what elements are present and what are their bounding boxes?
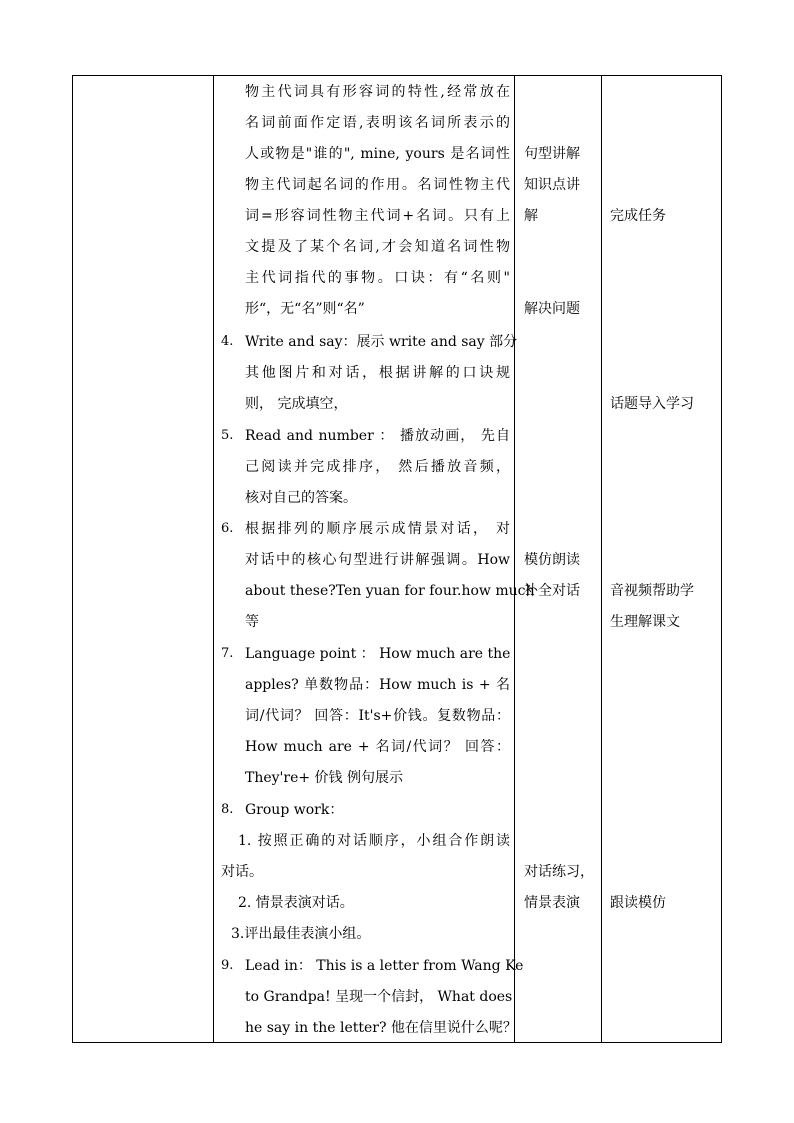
step-text-line: Lead in： This is a letter from Wang Ke: [245, 958, 524, 974]
design-intent-cell: [602, 76, 721, 1042]
step-text-line: They're+ 价钱 例句展示: [245, 770, 404, 786]
student-activity-cell: [515, 76, 601, 1042]
step-text-line: 则， 完成填空，: [245, 396, 348, 412]
activity-text: 解: [524, 208, 538, 224]
step-text-line: Read and number ： 播放动画， 先自: [245, 428, 510, 444]
activity-text: 补全对话: [524, 583, 580, 599]
activity-text: 情景表演: [524, 895, 580, 911]
activity-text: 句型讲解: [524, 146, 580, 162]
step-text-line: 根据排列的顺序展示成情景对话， 对: [245, 521, 510, 537]
activity-text: 解决问题: [524, 301, 580, 317]
step-text-line: to Grandpa! 呈现一个信封， What does: [245, 989, 513, 1005]
step-number: 4.: [221, 334, 234, 349]
step-text-line: 词/代词？ 回答：It's+价钱。复数物品：: [245, 708, 510, 724]
activity-text: 模仿朗读: [524, 552, 580, 568]
step-text-line: 己阅读并完成排序， 然后播放音频，: [245, 459, 510, 475]
intent-text: 生理解课文: [610, 614, 680, 630]
intent-text: 跟读模仿: [610, 895, 666, 911]
activity-text: 知识点讲: [524, 177, 580, 193]
step-text-line: How much are + 名词/代词？ 回答：: [245, 739, 510, 755]
step-text-line: about these?Ten yuan for four.how much: [245, 583, 535, 599]
step-text-line: 词=形容词性物主代词+名词。只有上: [245, 208, 510, 224]
step-number: 5.: [221, 428, 234, 443]
group-work-line: 2. 情景表演对话。: [238, 895, 354, 911]
activity-text: 对话练习，: [524, 864, 594, 880]
group-work-line: 3.评出最佳表演小组。: [231, 926, 371, 942]
step-text-line: Language point ： How much are the: [245, 646, 511, 662]
step-text-line: 核对自己的答案。: [245, 490, 357, 506]
step-text-line: 名词前面作定语,表明该名词所表示的: [245, 115, 510, 131]
step-number: 7.: [221, 646, 234, 661]
teaching-steps-cell: [214, 76, 535, 1042]
step-text-line: apples? 单数物品：How much is + 名: [245, 677, 510, 693]
step-number: 8.: [221, 802, 234, 817]
step-text-line: 物主代词具有形容词的特性,经常放在: [245, 84, 510, 100]
step-text-line: 主代词指代的事物。口诀：有“名则": [245, 270, 510, 286]
step-text-line: 等: [245, 614, 259, 630]
group-work-line: 对话。: [221, 864, 263, 880]
intent-text: 音视频帮助学: [610, 583, 694, 599]
step-text-line: 文提及了某个名词,才会知道名词性物: [245, 239, 510, 255]
lesson-table: [72, 75, 722, 1043]
group-work-line: 1. 按照正确的对话顺序，小组合作朗读: [238, 833, 510, 849]
step-text-line: 对话中的核心句型进行讲解强调。How: [245, 552, 510, 568]
step-number: 9.: [221, 958, 234, 973]
step-text-line: he say in the letter? 他在信里说什么呢？: [245, 1020, 517, 1036]
intent-text: 完成任务: [610, 208, 666, 224]
step-number: 6.: [221, 521, 234, 536]
step-text-line: Group work：: [245, 802, 344, 818]
intent-text: 话题导入学习: [610, 396, 694, 412]
step-text-line: Write and say：展示 write and say 部分: [245, 334, 518, 350]
step-text-line: 人或物是"谁的", mine, yours 是名词性: [245, 146, 510, 162]
step-text-line: 物主代词起名词的作用。名词性物主代: [245, 177, 510, 193]
step-text-line: 形“，无“名”则“名”: [245, 301, 365, 317]
step-text-line: 其他图片和对话，根据讲解的口诀规: [245, 365, 510, 381]
